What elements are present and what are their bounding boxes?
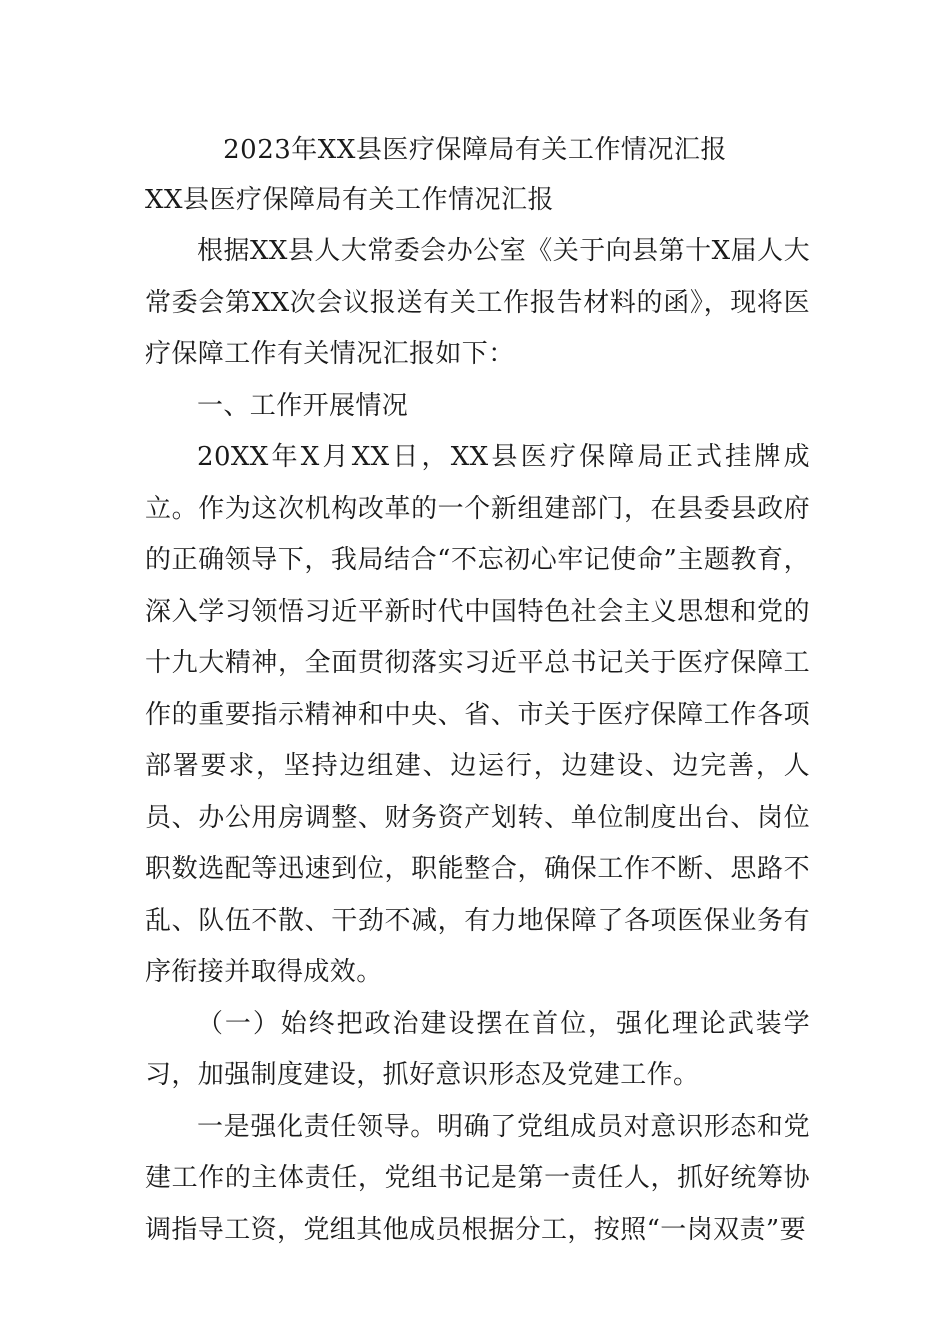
responsibility-paragraph: 一是强化责任领导。明确了党组成员对意识形态和党建工作的主体责任，党组书记是第一责任人，抓好统筹协调指导工资，党组其他成员根据分工，按照“一岗双责”要 [145,1111,810,1245]
document-subtitle: XX县医疗保障局有关工作情况汇报 [145,185,555,215]
subsection-heading: （一）始终把政治建设摆在首位，强化理论武装学习，加强制度建设，抓好意识形态及党建工作。 [145,1008,810,1090]
section-heading: 一、工作开展情况 [197,390,409,421]
intro-paragraph: 根据XX县人大常委会办公室《关于向县第十X届人大常委会第XX次会议报送有关工作报告材料的函》，现将医疗保障工作有关情况汇报如下： [145,236,810,369]
document-body [145,226,810,1256]
work-overview-paragraph: 20XX年X月XX日，XX县医疗保障局正式挂牌成立。作为这次机构改革的一个新组建部门，在县委县政府的正确领导下，我局结合“不忘初心牢记使命”主题教育，深入学习领悟习近平新时代中国特色社会主义思想和党的十九大精神，全面贯彻落实习近平总书记关于医疗保障工作的重要指示精神和中央、省、市关于医疗保障工作各项部署要求，坚持边组建、边运行，边建设、边完善，人员、办公用房调整、财务资产划转、单位制度出台、岗位职数选配等迅速到位，职能整合，确保工作不断、思路不乱、队伍不散、干劲不减，有力地保障了各项医保业务有序衔接并取得成效。 [145,442,810,987]
document-title: 2023年XX县医疗保障局有关工作情况汇报 [223,135,727,165]
